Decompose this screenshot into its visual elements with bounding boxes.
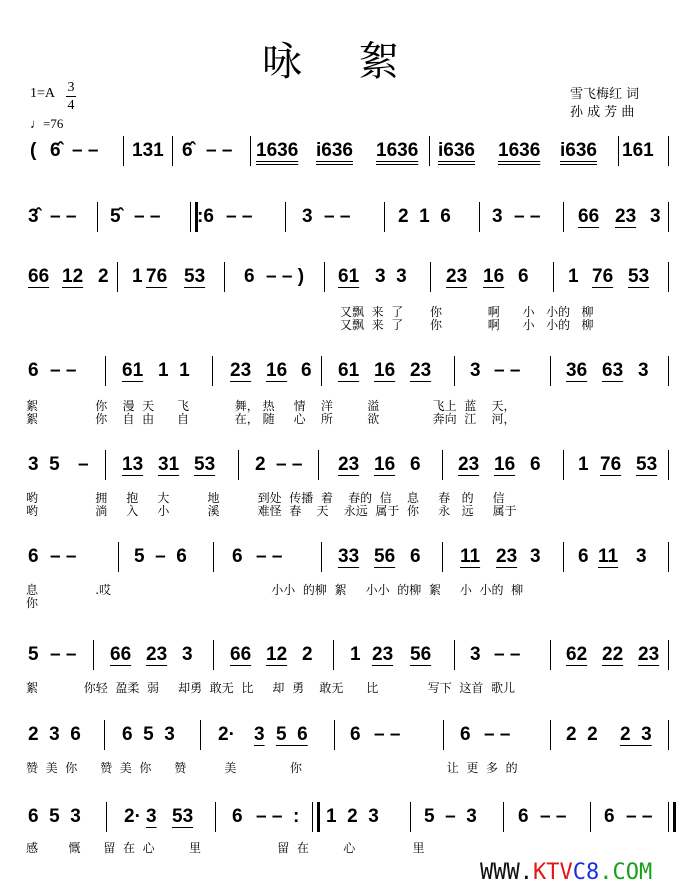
note-group: 63 [602,360,624,381]
note-group: 11 [460,546,481,567]
barline [563,450,564,480]
barline [668,450,669,480]
note-group: 13 [122,454,144,475]
note-group: 11 [598,546,619,567]
lyricist-credit: 雪飞梅红 词 [570,87,640,102]
key-signature: 1=A [30,86,56,101]
score-line [0,644,684,704]
note-group: 16 [266,360,288,381]
note-group: – – [256,546,283,567]
note-group: 3 [530,546,541,567]
note-group: 6 [410,546,421,567]
barline [224,262,225,292]
note-group: 23 [615,206,637,227]
note-group: 16 [494,454,516,475]
note-group: 1636 [376,140,419,161]
barline [443,720,444,750]
note-group: 53 [628,266,650,287]
barline [479,202,480,232]
lyric-line: 息 .哎 小小 的柳 絮 小小 的柳 絮 小 小的 柳 [26,583,524,597]
note-group: 2 2 [566,724,598,745]
barline [668,136,669,166]
score-line [0,806,684,866]
note-group: 66 [578,206,600,227]
lyric-line: 哟 拥 抱 大 地 到处 传播 着 春的 信 息 春 的 信 [26,491,505,505]
barline [123,136,124,166]
note-group: 23 [458,454,480,475]
watermark [480,860,652,885]
note-group: 62 [566,644,588,665]
lyric-line: 絮 你 漫 天 飞 舞， 热 情 洋 溢 飞上 蓝 天， [26,399,516,413]
note-group: 6 [244,266,255,287]
barline [318,450,319,480]
barline [429,136,430,166]
note-group: 3 [650,206,661,227]
note-group: 6 [28,360,39,381]
barline [117,262,118,292]
note-group: 6̂ [182,140,193,161]
note-group: 1 [568,266,579,287]
score-line [0,206,684,266]
note-group: 31 [158,454,180,475]
note-group: 2 3 6 [28,724,81,745]
double-barline [668,802,676,832]
note-group: 3̂ [28,206,39,227]
note-group: 5 6 [276,724,308,745]
note-group: – – [50,360,77,381]
note-group: 33 [338,546,360,567]
barline [321,356,322,386]
note-group: – – [276,454,303,475]
barline [105,356,106,386]
lyric-line: 赞 美 你 赞 美 你 赞 美 你 让 更 多 的 [26,761,518,775]
barline [410,802,411,832]
barline [104,720,105,750]
note-group: 6 [578,546,589,567]
note-group: 6 [518,266,529,287]
watermark-c8: C8 [572,860,600,885]
note-group: – – [50,206,77,227]
barline [454,356,455,386]
note-group: 76 [146,266,168,287]
barline [106,802,107,832]
barline [618,136,619,166]
note-group: – – [324,206,351,227]
note-group: i636 [438,140,475,161]
note-group: 76 [592,266,614,287]
note-group: – – [626,806,653,827]
note-group: 2 1 6 [398,206,451,227]
lyric-line: 感 慨 留 在 心 里 留 在 心 里 [26,841,425,855]
note-group: – – [494,644,521,665]
note-group: 1 [350,644,361,665]
barline [668,720,669,750]
lyric-line: 絮 你 自 由 自 在， 随 心 所 欲 奔向 江 河， [26,412,516,426]
note-group: 1 2 3 [326,806,379,827]
barline [93,640,94,670]
score-line [0,546,684,606]
barline [550,356,551,386]
note-group: 6 [232,806,243,827]
note-group: 3 [492,206,503,227]
note-group: 3 [636,546,647,567]
note-group: 5 – 3 [424,806,477,827]
barline [668,202,669,232]
note-group: – – [206,140,233,161]
note-group: 3 3 [375,266,407,287]
lyric-line: 你 [26,596,39,610]
note-group: 23 [638,644,660,665]
note-group: 53 [636,454,658,475]
note-group: 6 5 3 [122,724,175,745]
barline [105,450,106,480]
note-group: 36 [566,360,588,381]
note-group: – – ) [266,266,305,287]
barline [668,356,669,386]
note-group: 12 [266,644,288,665]
note-group: – – [484,724,511,745]
note-group: 23 [146,644,168,665]
note-group: 12 [62,266,84,287]
note-group: 61 [338,360,360,381]
note-group: 22 [602,644,624,665]
note-group: 6 [410,454,421,475]
note-group: 1 [578,454,589,475]
barline [212,356,213,386]
composer-credit: 孙 成 芳 曲 [570,105,635,120]
score-line [0,140,684,200]
note-group: 23 [496,546,518,567]
note-group: – – : [256,806,300,827]
note-group: 66 [28,266,50,287]
note-group: 23 [372,644,394,665]
note-group: 6 [460,724,471,745]
barline [172,136,173,166]
note-group: – – [514,206,541,227]
double-barline [312,802,320,832]
note-group: 131 [132,140,164,161]
note-group: 2 3 [620,724,652,745]
note-group: 3 5 [28,454,60,475]
credits [570,86,639,122]
barline [668,542,669,572]
note-group: – – [50,644,77,665]
note-group: 16 [483,266,505,287]
note-group: 5 – 6 [134,546,187,567]
watermark-www: WWW. [480,860,533,885]
song-title: 咏 絮 [262,39,421,85]
lyric-line: 絮 你轻 盈柔 弱 却勇 敢无 比 却 勇 敢无 比 写下 这首 歌儿 [26,681,516,695]
barline [563,202,564,232]
watermark-ktv: KTV [532,860,573,885]
note-group: 6 [518,806,529,827]
note-group: – – [226,206,253,227]
barline [430,262,431,292]
note-group: 161 [622,140,654,161]
note-group: 3 [182,644,193,665]
barline [250,136,251,166]
note-group: – – [72,140,99,161]
note-group: i636 [316,140,353,161]
note-group: 3 [470,360,481,381]
note-group: 6 [604,806,615,827]
note-group: 23 [338,454,360,475]
note-group: 3 [638,360,649,381]
note-group: – – [50,546,77,567]
fraction-bar [66,96,76,97]
note-group: 2 [98,266,109,287]
note-group: 23 [446,266,468,287]
note-group: – – [374,724,401,745]
note-group: 16 [374,454,396,475]
time-signature-bottom: 4 [67,98,75,113]
barline [333,640,334,670]
lyric-line: 又飘 来 了 你 啊 小 小的 柳 [340,305,594,319]
note-group: 66 [110,644,132,665]
note-group: 3 [302,206,313,227]
barline [384,202,385,232]
tempo-marking: ♩=76 [30,116,64,131]
note-group: 56 [374,546,396,567]
score-line [0,724,684,784]
barline [668,262,669,292]
barline [668,640,669,670]
note-group: 2· [218,724,235,745]
note-group: 61 [338,266,360,287]
note-group: 76 [600,454,622,475]
note-group: 53 [194,454,216,475]
barline [550,720,551,750]
time-signature-top: 3 [67,80,75,95]
note-group: 1 [132,266,143,287]
note-group: 6̂ [50,140,61,161]
barline [238,450,239,480]
note-group: 61 [122,360,144,381]
barline [200,720,201,750]
barline [553,262,554,292]
barline [442,542,443,572]
note-group: 6 [530,454,541,475]
note-group: 2 [302,644,313,665]
lyric-line: 哟 淌 入 小 溪 难怪 春 天 永远 属于 你 永 远 属于 [26,504,517,518]
note-group: – – [494,360,521,381]
note-group: 66 [230,644,252,665]
note-group: 1636 [498,140,541,161]
note-group: – – [540,806,567,827]
note-group: 6 5 3 [28,806,81,827]
barline [550,640,551,670]
barline [285,202,286,232]
barline [118,542,119,572]
note-group: 6 [350,724,361,745]
note-group: 6 [28,546,39,567]
note-group: 56 [410,644,432,665]
note-group: 3 [146,806,157,827]
lyric-line: 又飘 来 了 你 啊 小 小的 柳 [340,318,594,332]
barline [97,202,98,232]
barline [454,640,455,670]
note-group: 5 [28,644,39,665]
note-group: 6 [232,546,243,567]
barline [213,542,214,572]
barline [334,720,335,750]
barline [590,802,591,832]
barline [215,802,216,832]
note-group: 1 1 [158,360,190,381]
note-group: i636 [560,140,597,161]
note-group: 3 [470,644,481,665]
barline [503,802,504,832]
note-group: – – [134,206,161,227]
barline [213,640,214,670]
note-group: – [78,454,89,475]
note-group: 3 [254,724,265,745]
barline [324,262,325,292]
note-group: 2· [124,806,141,827]
note-group: 2 [255,454,266,475]
note-group: 1636 [256,140,299,161]
note-group: 5̂ [110,206,121,227]
barline [321,542,322,572]
note-group: 6 [301,360,312,381]
note-group: 16 [374,360,396,381]
note-group: 23 [230,360,252,381]
barline [442,450,443,480]
note-group: 23 [410,360,432,381]
note-group: 53 [184,266,206,287]
watermark-com: .COM [599,860,653,885]
note-group: 53 [172,806,194,827]
barline [563,542,564,572]
note-group: :6 [197,206,214,227]
note-group: ( [30,140,37,161]
time-signature [66,80,76,113]
